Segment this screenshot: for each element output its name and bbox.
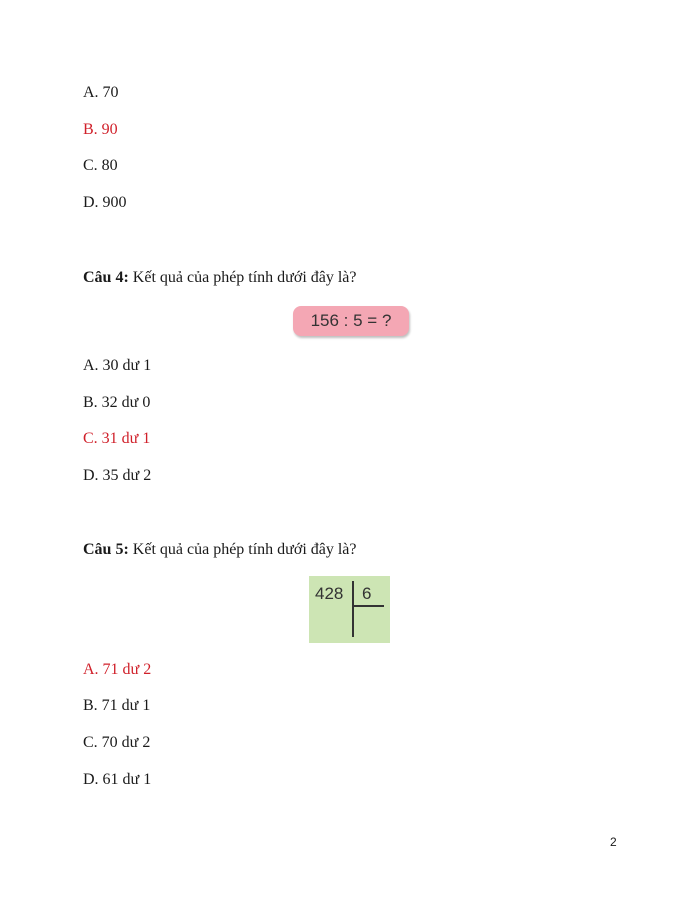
q4-expression: 156 : 5 = ?: [310, 311, 392, 330]
q4-option-d: D. 35 dư 2: [83, 467, 152, 484]
q4-label: Câu 4:: [83, 269, 129, 286]
q5-option-c: C. 70 dư 2: [83, 734, 151, 751]
q3-option-d: D. 900: [83, 194, 127, 211]
q4-option-a: A. 30 dư 1: [83, 357, 152, 374]
q3-option-c: C. 80: [83, 157, 118, 174]
q3-option-a: A. 70: [83, 84, 119, 101]
q5-long-division-box: [309, 576, 390, 643]
q3-option-b-correct: B. 90: [83, 121, 118, 138]
q5-label: Câu 5:: [83, 541, 129, 558]
page-number: 2: [610, 835, 617, 849]
q5-option-a-correct: A. 71 dư 2: [83, 661, 152, 678]
q5-text: Kết quả của phép tính dưới đây là?: [128, 541, 357, 558]
q5-heading: [83, 540, 357, 560]
division-vertical-line: [352, 581, 354, 637]
q5-option-b: B. 71 dư 1: [83, 697, 151, 714]
q5-dividend: 428: [315, 584, 344, 603]
q4-heading: [83, 268, 357, 288]
q4-text: Kết quả của phép tính dưới đây là?: [128, 269, 357, 286]
q4-option-c-correct: C. 31 dư 1: [83, 430, 151, 447]
q4-expression-box: [293, 306, 409, 336]
q5-option-d: D. 61 dư 1: [83, 771, 152, 788]
division-horizontal-line: [353, 605, 384, 607]
q4-option-b: B. 32 dư 0: [83, 394, 151, 411]
q5-divisor: 6: [362, 584, 372, 603]
